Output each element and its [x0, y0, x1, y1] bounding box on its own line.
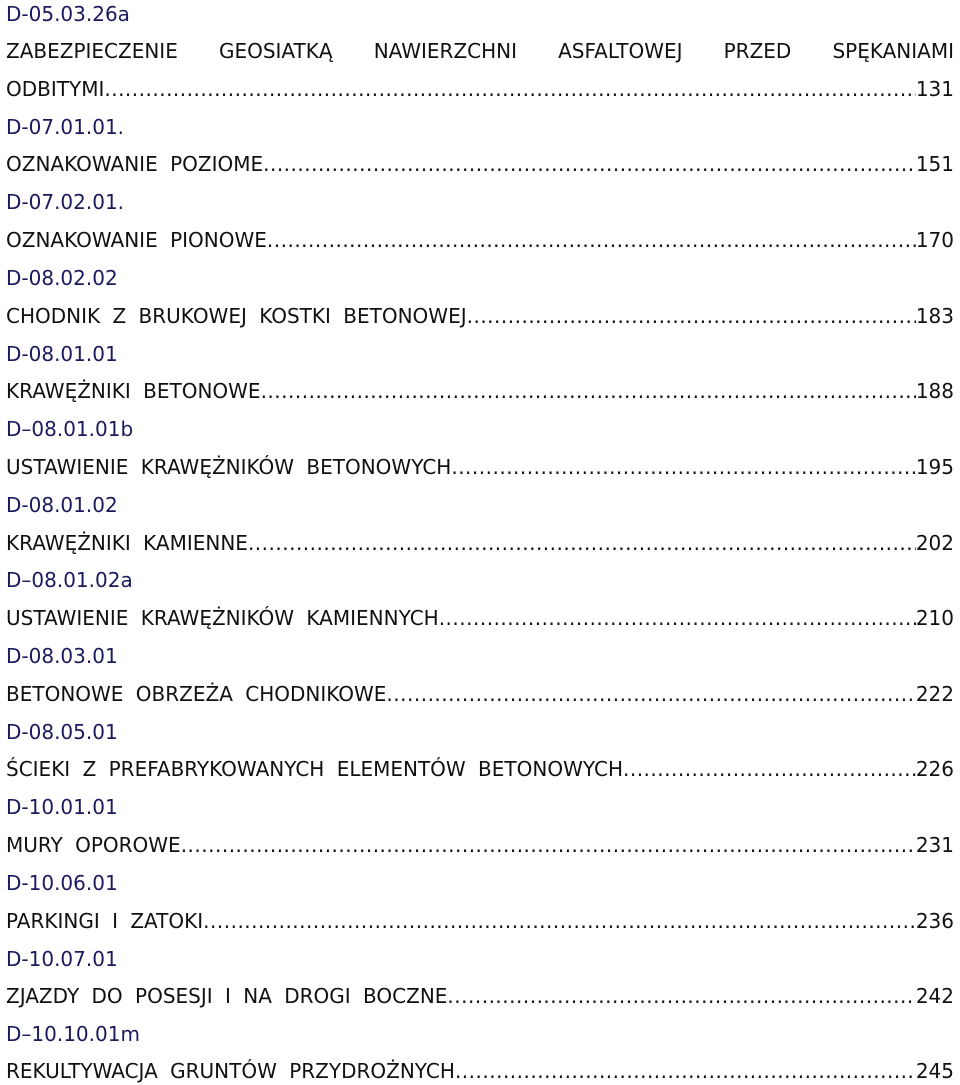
toc-page-number: 188 [915, 379, 954, 403]
leader-dots [467, 303, 916, 329]
leader-dots [455, 1058, 916, 1084]
leader-dots [439, 605, 916, 631]
toc-title: PARKINGI I ZATOKI [6, 909, 204, 933]
toc-entry[interactable] [6, 832, 954, 858]
toc-title-line [6, 38, 954, 64]
title-word: ZABEZPIECZENIE [6, 39, 178, 63]
title-word: SPĘKANIAMI [832, 39, 954, 63]
leader-dots [451, 454, 915, 480]
toc-entry[interactable] [6, 756, 954, 782]
toc-page-number: 151 [915, 152, 954, 176]
toc-title: ZJAZDY DO POSESJI I NA DROGI BOCZNE [6, 984, 448, 1008]
toc-title-continuation: ODBITYMI [6, 77, 105, 101]
toc-code: D-08.02.02 [6, 266, 118, 290]
toc-entry[interactable] [6, 227, 954, 253]
leader-dots [386, 681, 915, 707]
toc-title: OZNAKOWANIE PIONOWE [6, 228, 267, 252]
toc-code: D–08.01.02a [6, 568, 133, 592]
title-word: NAWIERZCHNI [373, 39, 518, 63]
toc-page-number: 231 [915, 833, 954, 857]
toc-entry[interactable] [6, 76, 954, 102]
leader-dots [203, 908, 916, 934]
toc-entry[interactable] [6, 983, 954, 1009]
toc-entry[interactable] [6, 681, 954, 707]
toc-page-number: 183 [915, 304, 954, 328]
toc-page-number: 222 [915, 682, 954, 706]
toc-code: D-07.02.01. [6, 190, 125, 214]
toc-page-number: 170 [915, 228, 954, 252]
toc-title: CHODNIK Z BRUKOWEJ KOSTKI BETONOWEJ [6, 304, 467, 328]
toc-page-number: 131 [915, 77, 954, 101]
leader-dots [267, 227, 916, 253]
leader-dots [261, 378, 916, 404]
toc-page-number: 245 [915, 1059, 954, 1083]
title-word: ASFALTOWEJ [558, 39, 683, 63]
toc-page-number: 236 [915, 909, 954, 933]
toc-entry[interactable] [6, 151, 954, 177]
leader-dots [623, 756, 916, 782]
toc-code: D–10.10.01m [6, 1022, 140, 1046]
toc-code: D-05.03.26a [6, 2, 130, 26]
title-word: GEOSIATKĄ [218, 39, 333, 63]
toc-title: USTAWIENIE KRAWĘŻNIKÓW BETONOWYCH [6, 455, 452, 479]
toc-title: ŚCIEKI Z PREFABRYKOWANYCH ELEMENTÓW BETONOWYCH [6, 757, 623, 781]
toc-entry[interactable] [6, 378, 954, 404]
title-word: PRZED [723, 39, 792, 63]
toc-title: REKULTYWACJA GRUNTÓW PRZYDROŻNYCH [6, 1059, 455, 1083]
toc-entry[interactable] [6, 908, 954, 934]
toc-code: D–08.01.01b [6, 417, 134, 441]
toc-entry[interactable] [6, 530, 954, 556]
toc-code: D-08.03.01 [6, 644, 118, 668]
toc-entry[interactable] [6, 605, 954, 631]
toc-page-number: 210 [915, 606, 954, 630]
leader-dots [104, 76, 915, 102]
toc-title: OZNAKOWANIE POZIOME [6, 152, 264, 176]
toc-code: D-10.07.01 [6, 947, 118, 971]
toc-title: MURY OPOROWE [6, 833, 181, 857]
leader-dots [181, 832, 916, 858]
toc-title: KRAWĘŻNIKI BETONOWE [6, 379, 261, 403]
toc-code: D-08.01.01 [6, 342, 118, 366]
toc-page-number: 195 [915, 455, 954, 479]
toc-entry[interactable] [6, 454, 954, 480]
leader-dots [248, 530, 916, 556]
toc-title: USTAWIENIE KRAWĘŻNIKÓW KAMIENNYCH [6, 606, 439, 630]
toc-title [6, 38, 954, 64]
toc-title: BETONOWE OBRZEŻA CHODNIKOWE [6, 682, 387, 706]
toc-code: D-10.01.01 [6, 795, 118, 819]
leader-dots [447, 983, 915, 1009]
toc-code: D-10.06.01 [6, 871, 118, 895]
toc-page-number: 242 [915, 984, 954, 1008]
toc-page-number: 226 [915, 757, 954, 781]
toc-entry[interactable] [6, 1058, 954, 1084]
toc-code: D-07.01.01. [6, 115, 125, 139]
toc-code: D-08.01.02 [6, 493, 118, 517]
toc-page-number: 202 [915, 531, 954, 555]
toc-code: D-08.05.01 [6, 720, 118, 744]
toc-entry[interactable] [6, 303, 954, 329]
leader-dots [263, 151, 916, 177]
toc-title: KRAWĘŻNIKI KAMIENNE [6, 531, 248, 555]
